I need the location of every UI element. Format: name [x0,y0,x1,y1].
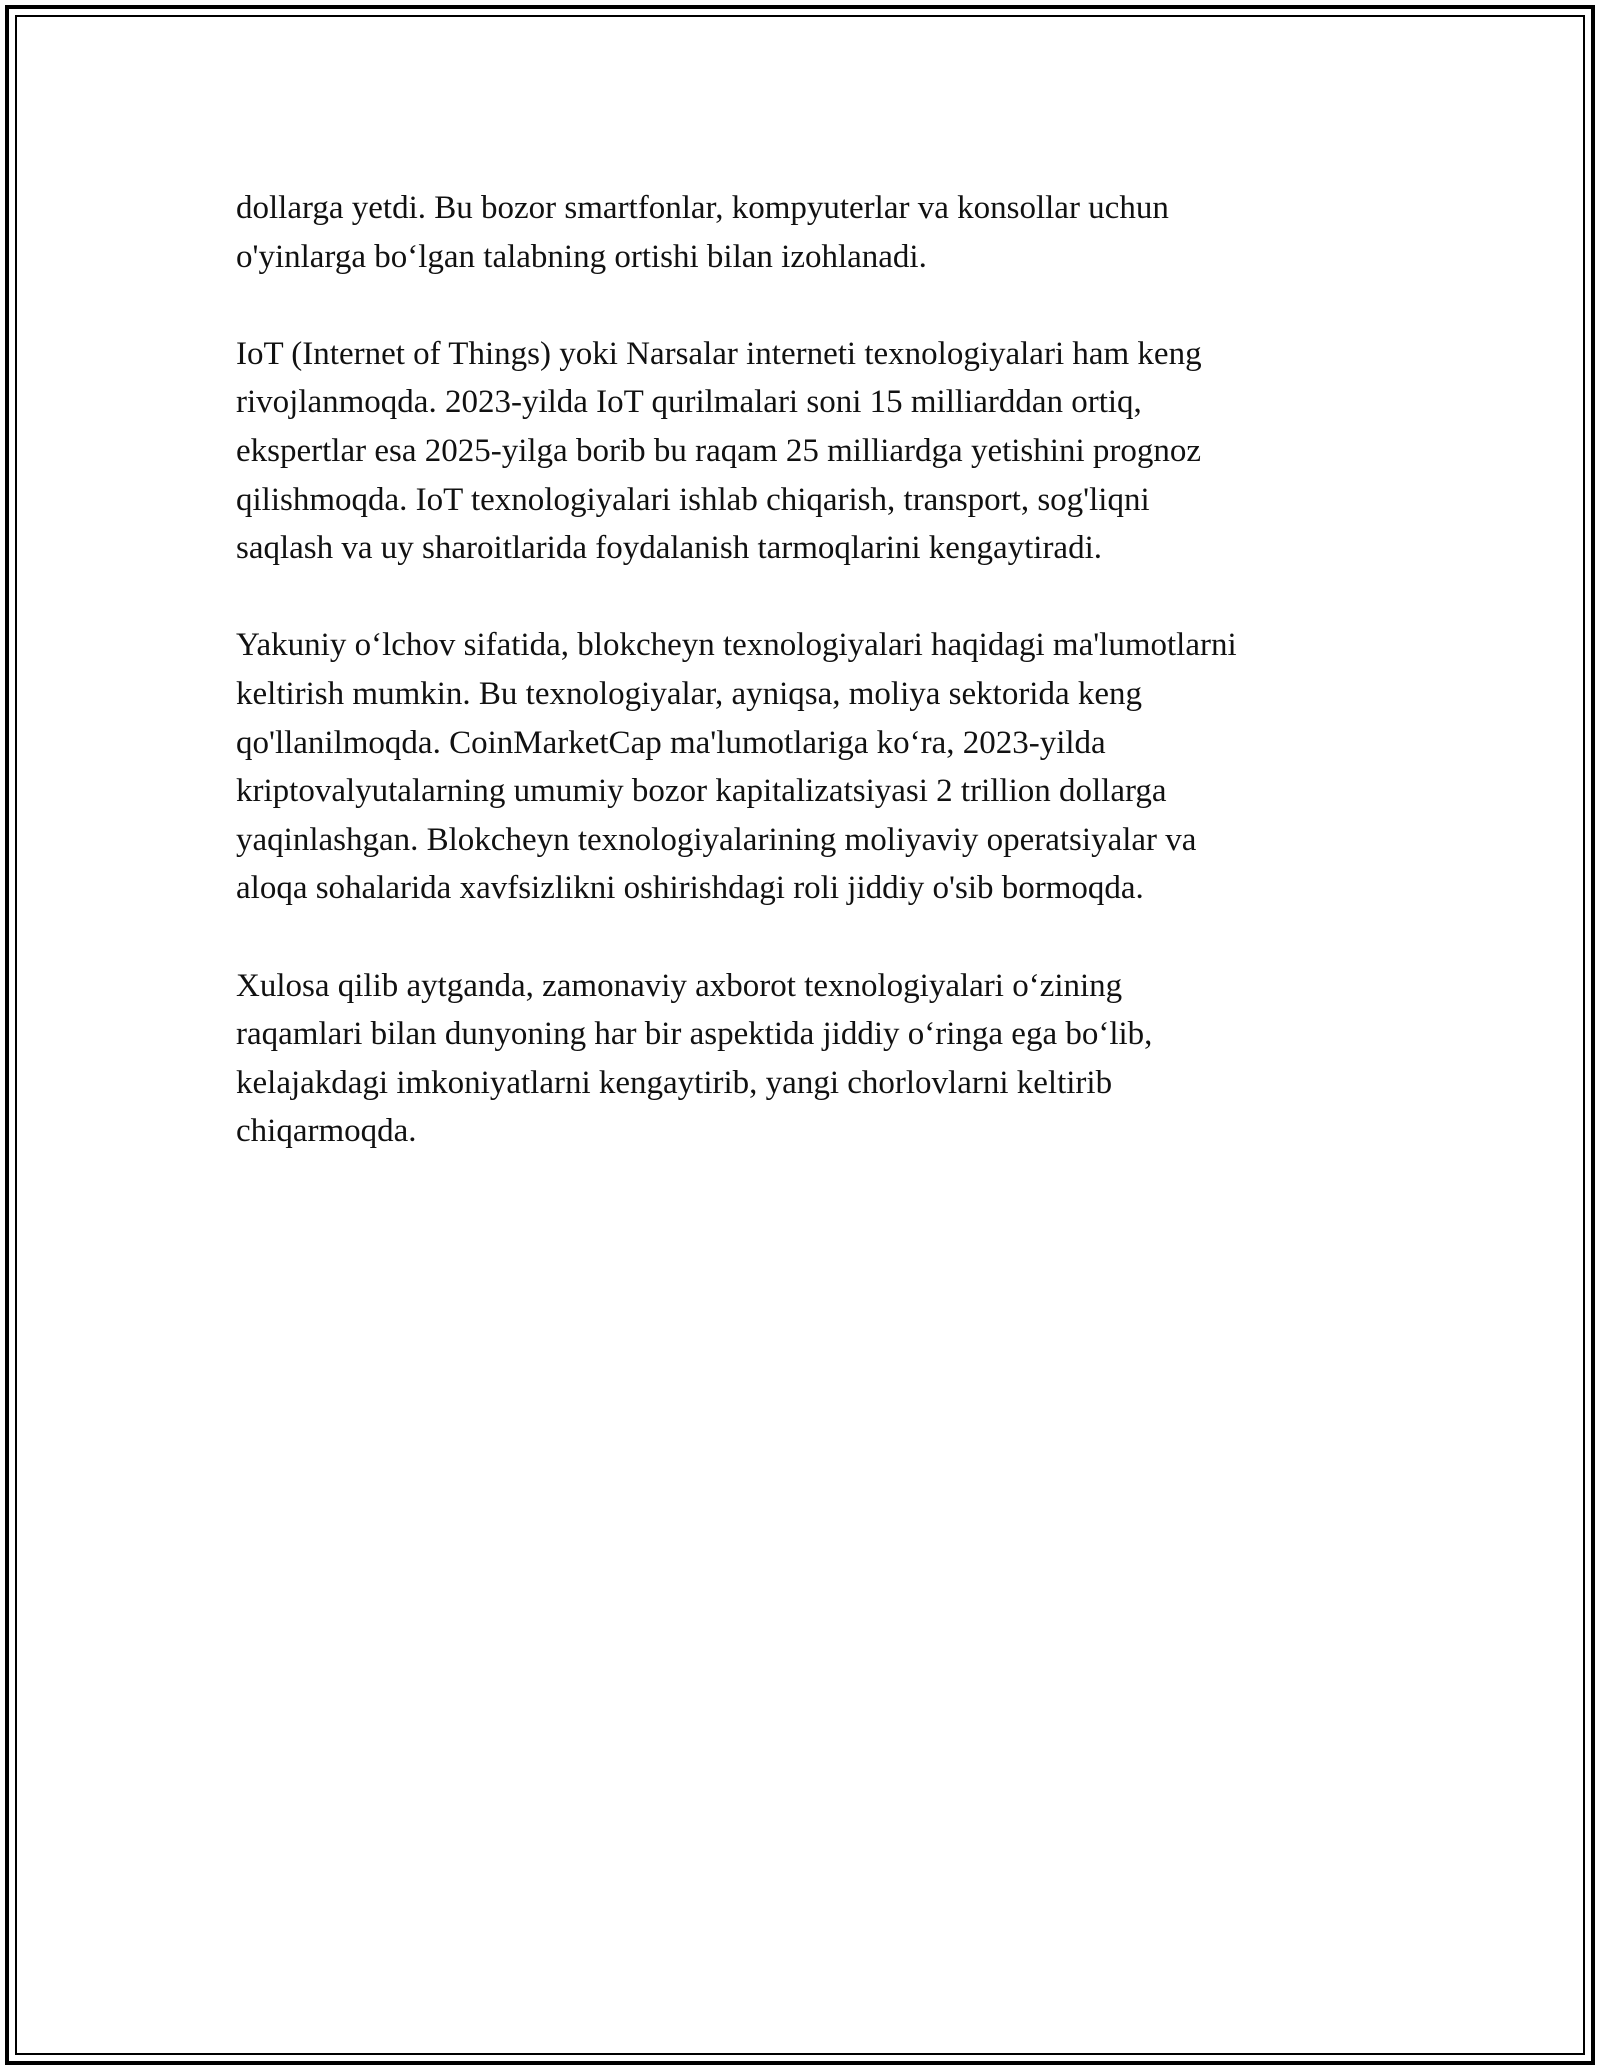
text-line: raqamlari bilan dunyoning har bir aspektida jiddiy o‘ringa ega bo‘lib, [236,1016,1153,1053]
paragraph-iot [236,330,1376,573]
text-line: IoT (Internet of Things) yoki Narsalar interneti texnologiyalari ham keng [236,335,1202,372]
text-line: qilishmoqda. IoT texnologiyalari ishlab chiqarish, transport, sog'liqni [236,481,1150,518]
text-line: kelajakdagi imkoniyatlarni kengaytirib, yangi chorlovlarni keltirib [236,1064,1113,1101]
text-line: chiqarmoqda. [236,1113,417,1150]
paragraph-gaming-market [236,184,1376,281]
text-line: rivojlanmoqda. 2023-yilda IoT qurilmalari soni 15 milliarddan ortiq, [236,384,1142,421]
text-line: dollarga yetdi. Bu bozor smartfonlar, kompyuterlar va konsollar uchun [236,190,1169,226]
text-line: qo'llanilmoqda. CoinMarketCap ma'lumotlariga ko‘ra, 2023-yilda [236,724,1106,761]
text-line: ekspertlar esa 2025-yilga borib bu raqam 25 milliardga yetishini prognoz [236,432,1201,469]
text-line: kriptovalyutalarning umumiy bozor kapitalizatsiyasi 2 trillion dollarga [236,773,1167,810]
text-line: keltirish mumkin. Bu texnologiyalar, ayniqsa, moliya sektorida keng [236,675,1143,712]
text-line: aloqa sohalarida xavfsizlikni oshirishdagi roli jiddiy o'sib bormoqda. [236,870,1144,907]
paragraph-blockchain [236,621,1376,913]
text-line: Xulosa qilib aytganda, zamonaviy axborot texnologiyalari o‘zining [236,967,1123,1004]
text-line: saqlash va uy sharoitlarida foydalanish tarmoqlarini kengaytiradi. [236,530,1102,567]
text-line: yaqinlashgan. Blokcheyn texnologiyalarining moliyaviy operatsiyalar va [236,821,1197,858]
text-line: Yakuniy o‘lchov sifatida, blokcheyn texnologiyalari haqidagi ma'lumotlarni [236,627,1237,664]
document-body [236,184,1376,1204]
text-line: o'yinlarga bo‘lgan talabning ortishi bilan izohlanadi. [236,238,927,275]
paragraph-conclusion [236,962,1376,1156]
